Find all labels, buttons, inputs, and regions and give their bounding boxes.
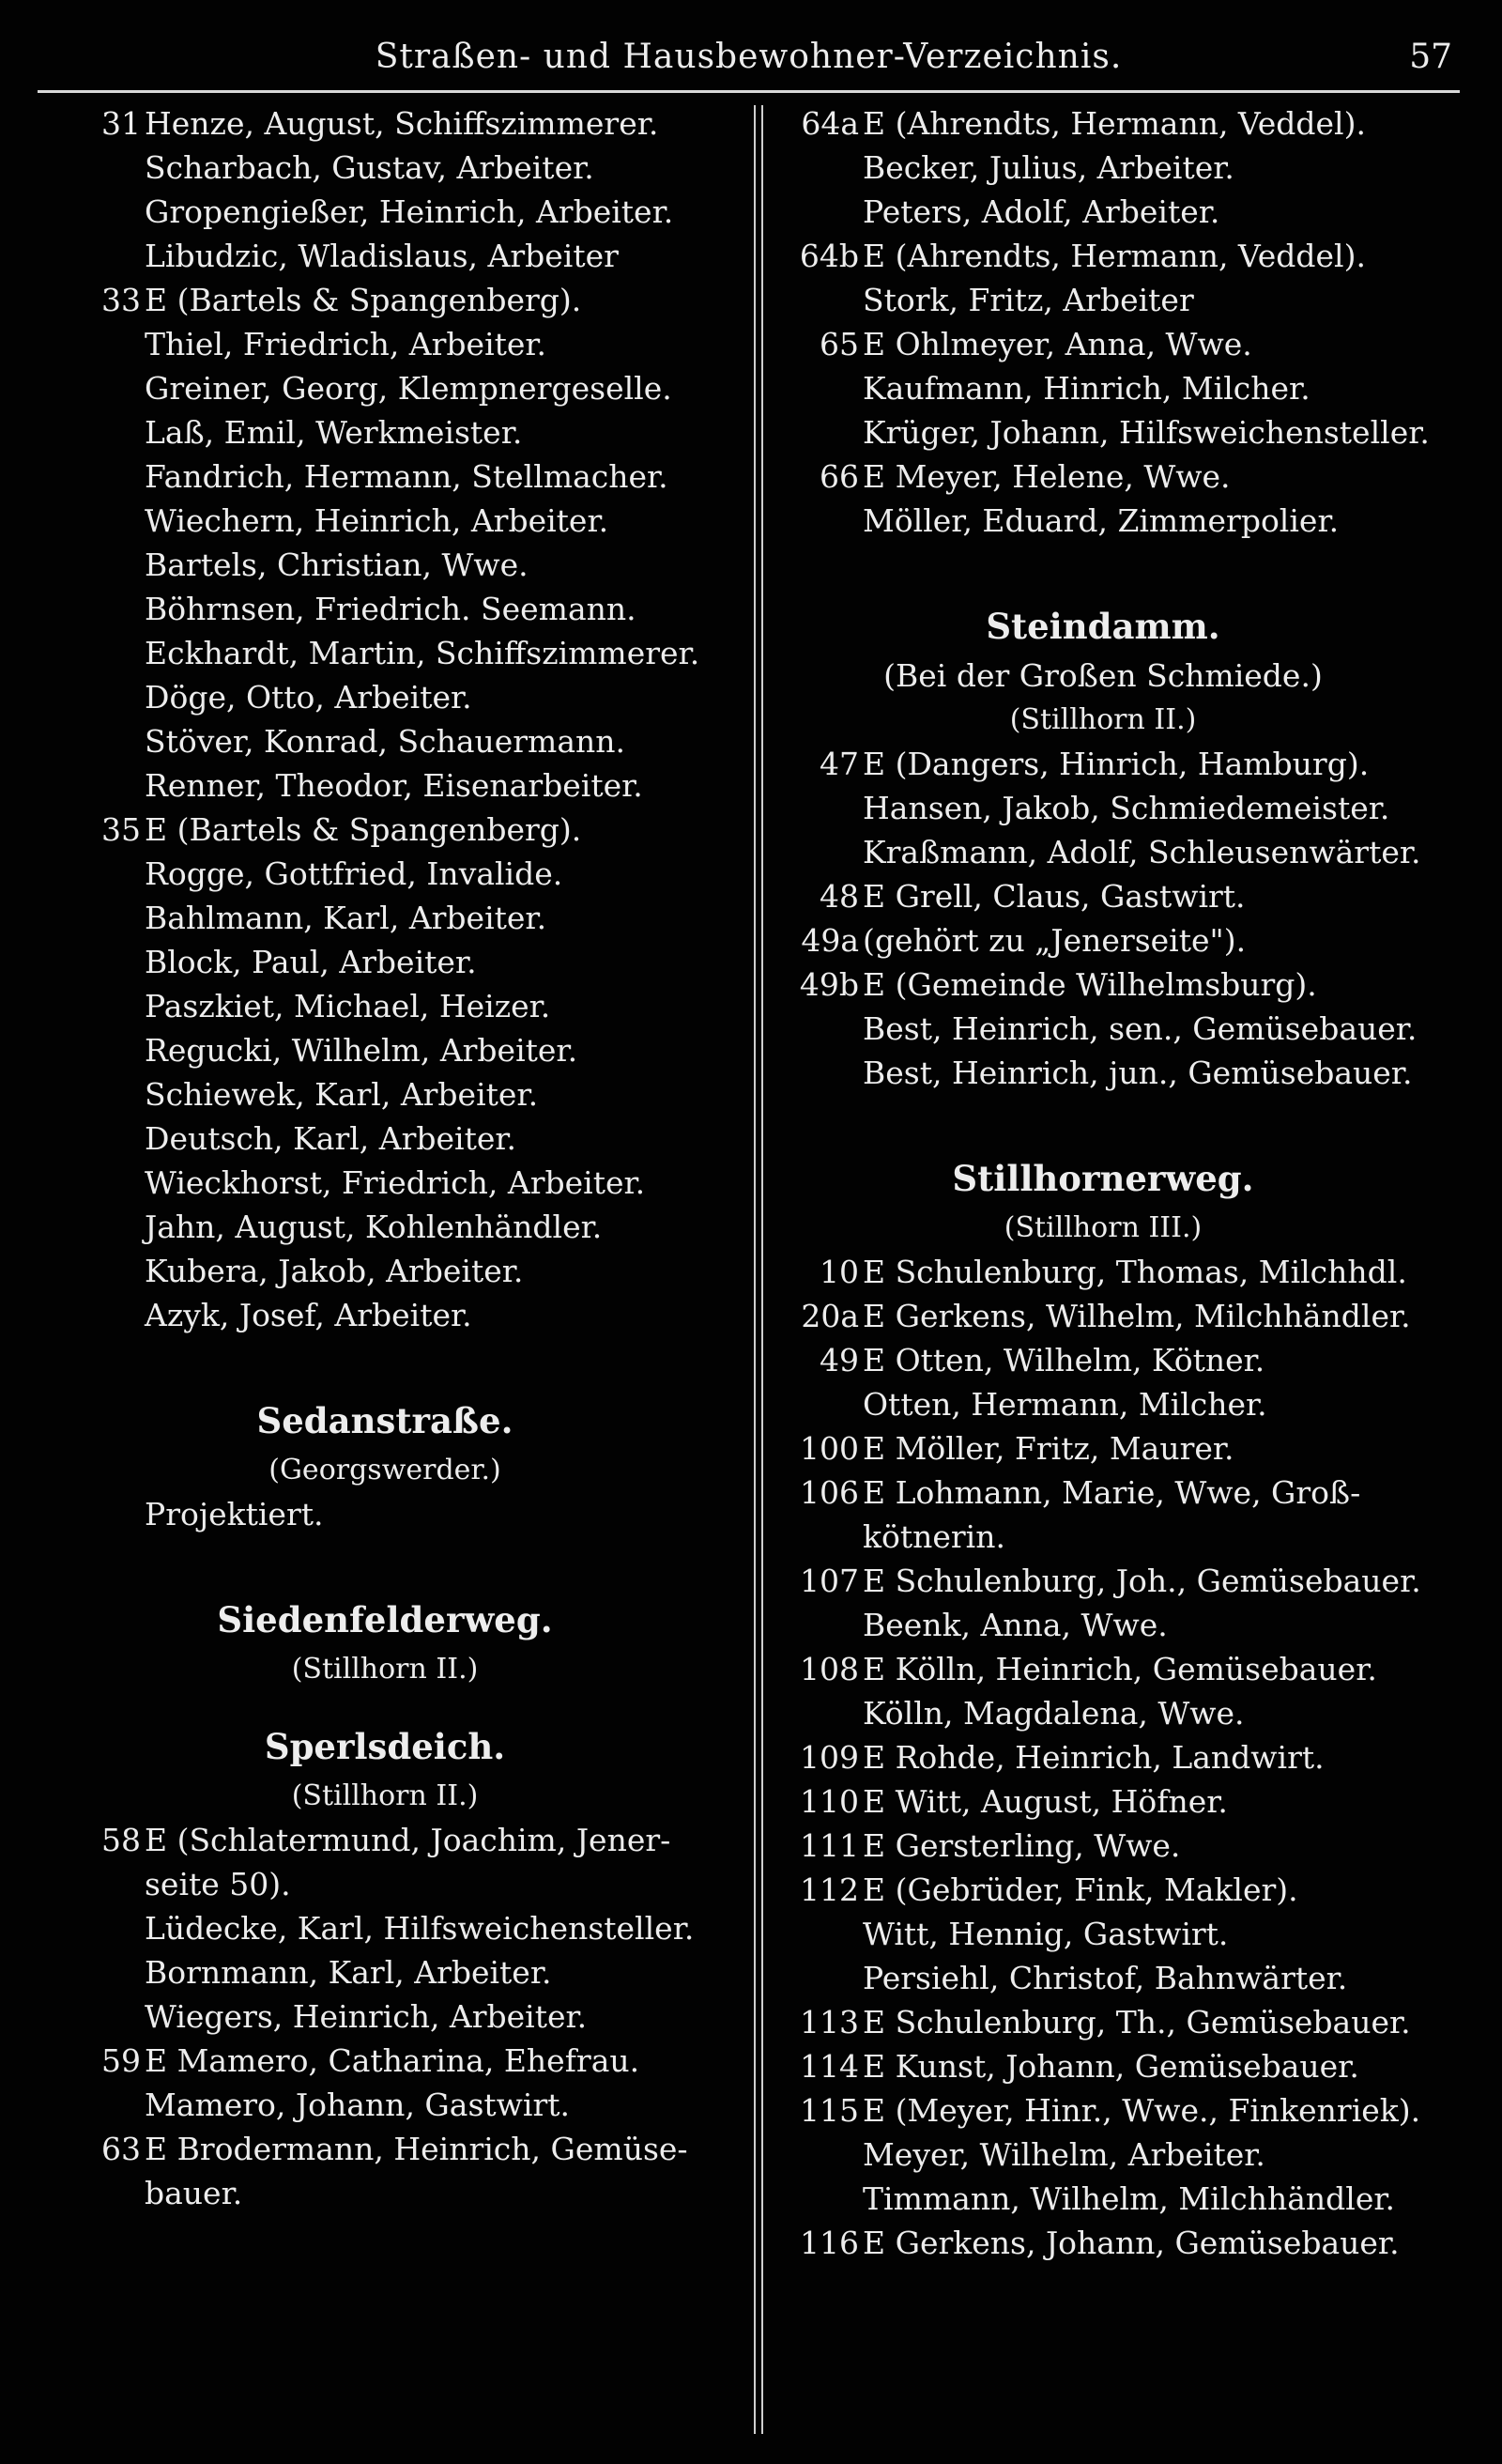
entry-line [765,322,1441,366]
house-number: 106 [800,1474,859,1511]
resident-text: E Kunst, Johann, Gemüsebauer. [863,2048,1359,2085]
resident-text: Lüdecke, Karl, Hilfsweichensteller. [145,1910,695,1947]
house-number: 66 [820,458,859,495]
entry-line [47,896,723,940]
entry-line [47,675,723,719]
entry-line [47,852,723,896]
resident-text: E (Dangers, Hinrich, Hamburg). [863,746,1370,782]
section-spacer [47,1337,723,1394]
entry-line [47,146,723,190]
entry-line [765,1426,1441,1471]
house-number: 31 [101,105,141,142]
entry-line [47,366,723,410]
house-number: 33 [101,282,141,318]
house-number: 49 [820,1342,859,1378]
resident-text: Eckhardt, Martin, Schiffszimmerer. [145,635,700,671]
resident-text: E (Meyer, Hinr., Wwe., Finkenriek). [863,2092,1421,2129]
entry-line [765,1824,1441,1868]
entry-line [47,190,723,234]
entry-line [47,1205,723,1249]
resident-text: E Ohlmeyer, Anna, Wwe. [863,326,1252,362]
resident-text: E Kölln, Heinrich, Gemüsebauer. [863,1651,1377,1687]
house-number: 59 [101,2042,141,2079]
resident-text: Thiel, Friedrich, Arbeiter. [145,326,547,362]
section-spacer [47,1536,723,1593]
house-number: 47 [820,746,859,782]
entry-line [47,278,723,322]
resident-text: Laß, Emil, Werkmeister. [145,414,523,451]
house-number: 109 [800,1739,859,1776]
entry-line [765,1647,1441,1691]
resident-text: E Gerkens, Johann, Gemüsebauer. [863,2225,1400,2261]
house-number: 64b [799,238,859,274]
resident-text: Persiehl, Christof, Bahnwärter. [863,1960,1348,1996]
entry-line [47,410,723,454]
entry-line [47,808,723,852]
entry-line [765,101,1441,146]
entry-line [765,234,1441,278]
resident-text: E (Schlatermund, Joachim, Jener- [145,1822,671,1858]
entry-line [47,499,723,543]
resident-text: Otten, Hermann, Milcher. [863,1386,1267,1423]
entry-line [47,454,723,499]
entry-line [765,499,1441,543]
resident-text: Wiechern, Heinrich, Arbeiter. [145,502,609,539]
entry-line [765,1603,1441,1647]
entry-line [765,2000,1441,2044]
house-number: 20a [801,1298,859,1334]
entry-line [47,1249,723,1293]
district-label: (Georgswerder.) [268,1454,501,1486]
entry-line [47,940,723,984]
district-label: (Stillhorn II.) [291,1779,479,1812]
entry-line [765,1294,1441,1338]
entry-line [47,1116,723,1161]
resident-text: E (Ahrendts, Hermann, Veddel). [863,238,1366,274]
entry-line [765,190,1441,234]
resident-text: Henze, August, Schiffszimmerer. [145,105,659,142]
resident-text: Azyk, Josef, Arbeiter. [145,1297,472,1333]
entry-line [47,719,723,763]
house-number: 108 [800,1651,859,1687]
resident-text: Peters, Adolf, Arbeiter. [863,193,1220,230]
entry-line [47,2083,723,2127]
resident-text: E Möller, Fritz, Maurer. [863,1430,1234,1467]
resident-text: Best, Heinrich, sen., Gemüsebauer. [863,1010,1418,1047]
entry-line [47,631,723,675]
resident-text: E Witt, August, Höfner. [863,1783,1228,1820]
resident-text: E Grell, Claus, Gastwirt. [863,878,1246,915]
resident-text: Paszkiet, Michael, Heizer. [145,988,551,1024]
house-number: 110 [800,1783,859,1820]
entry-line [765,2221,1441,2265]
resident-text: Fandrich, Hermann, Stellmacher. [145,458,668,495]
resident-text: E Rohde, Heinrich, Landwirt. [863,1739,1325,1776]
entry-line [765,1382,1441,1426]
street-note: Projektiert. [145,1496,324,1532]
entry-line [765,1471,1441,1515]
resident-text: E (Bartels & Spangenberg). [145,811,582,848]
entry-line [47,1818,723,1862]
entry-line [765,2044,1441,2088]
resident-text: E Gerkens, Wilhelm, Milchhändler. [863,1298,1411,1334]
resident-text: Regucki, Wilhelm, Arbeiter. [145,1032,578,1069]
resident-text: E Mamero, Catharina, Ehefrau. [145,2042,640,2079]
column-divider [754,105,756,2434]
entry-line [765,1735,1441,1779]
resident-text: E Meyer, Helene, Wwe. [863,458,1231,495]
street-heading-sperlsdeich: Sperlsdeich. [264,1726,506,1767]
resident-text: Mamero, Johann, Gastwirt. [145,2087,570,2123]
street-heading-sedanstrasse: Sedanstraße. [256,1400,513,1441]
entry-line [765,1007,1441,1051]
resident-text: E Schulenburg, Thomas, Milchhdl. [863,1254,1407,1290]
entry-line [47,587,723,631]
resident-text: Möller, Eduard, Zimmerpolier. [863,502,1340,539]
resident-text: E Lohmann, Marie, Wwe, Groß- [863,1474,1361,1511]
district-label: (Stillhorn II.) [1009,703,1197,736]
resident-text: Timmann, Wilhelm, Milchhändler. [863,2180,1396,2217]
resident-text: Schiewek, Karl, Arbeiter. [145,1076,539,1113]
entry-line [47,1293,723,1337]
house-number: 65 [820,326,859,362]
resident-text: Bahlmann, Karl, Arbeiter. [145,900,547,936]
resident-text: E (Gebrüder, Fink, Makler). [863,1871,1298,1908]
page-header [38,30,1460,93]
resident-text-continued: bauer. [145,2175,243,2211]
resident-text: Kölln, Magdalena, Wwe. [863,1695,1245,1732]
resident-text: Kubera, Jakob, Arbeiter. [145,1253,524,1289]
resident-text-continued: kötnerin. [863,1518,1005,1555]
house-number: 115 [800,2092,859,2129]
resident-text: Jahn, August, Kohlenhändler. [145,1209,603,1245]
resident-text: Rogge, Gottfried, Invalide. [145,855,563,892]
resident-text: Wiegers, Heinrich, Arbeiter. [145,1998,588,2035]
district-label: (Stillhorn II.) [291,1653,479,1686]
resident-text: Block, Paul, Arbeiter. [145,944,477,980]
resident-text: Meyer, Wilhelm, Arbeiter. [863,2136,1265,2173]
house-number: 35 [101,811,141,848]
street-heading-stillhornerweg: Stillhornerweg. [952,1158,1254,1199]
section-spacer [765,543,1441,599]
entry-line [47,1492,723,1536]
entry-line [765,410,1441,454]
resident-text: Döge, Otto, Arbeiter. [145,679,472,716]
house-number: 58 [101,1822,141,1858]
resident-text: Beenk, Anna, Wwe. [863,1607,1168,1643]
resident-text: Witt, Hennig, Gastwirt. [863,1916,1229,1952]
street-heading-steindamm: Steindamm. [986,606,1220,647]
resident-text: Becker, Julius, Arbeiter. [863,149,1234,186]
resident-text: Best, Heinrich, jun., Gemüsebauer. [863,1055,1413,1091]
entry-continuation [765,1515,1441,1559]
entry-line [765,278,1441,322]
resident-text: Stöver, Konrad, Schauermann. [145,723,626,760]
resident-text: Renner, Theodor, Eisenarbeiter. [145,767,643,804]
street-subtitle: (Bei der Großen Schmiede.) [883,657,1323,694]
entry-line [47,1950,723,1994]
resident-text: Gropengießer, Heinrich, Arbeiter. [145,193,674,230]
resident-text: E Otten, Wilhelm, Kötner. [863,1342,1265,1378]
entry-line [47,2127,723,2171]
resident-text: E Schulenburg, Joh., Gemüsebauer. [863,1563,1421,1599]
house-number: 107 [800,1563,859,1599]
entry-line [47,322,723,366]
street-heading-siedenfelderweg: Siedenfelderweg. [217,1599,553,1640]
house-number: 63 [101,2131,141,2167]
entry-line [765,786,1441,830]
left-column [47,101,723,2215]
entry-line [765,1250,1441,1294]
entry-line [765,2088,1441,2133]
entry-line [765,1956,1441,2000]
resident-text: E Schulenburg, Th., Gemüsebauer. [863,2004,1411,2040]
entry-line [47,2039,723,2083]
resident-text: Deutsch, Karl, Arbeiter. [145,1120,517,1157]
resident-text: Libudzic, Wladislaus, Arbeiter [145,238,619,274]
resident-text: E Gersterling, Wwe. [863,1827,1181,1864]
entry-line [765,1868,1441,1912]
resident-text-continued: seite 50). [145,1866,291,1902]
entry-continuation [47,1862,723,1906]
entry-line [47,1161,723,1205]
resident-text: E (Bartels & Spangenberg). [145,282,582,318]
resident-text: Greiner, Georg, Klempnergeselle. [145,370,672,407]
entry-line [47,984,723,1028]
resident-text: Stork, Fritz, Arbeiter [863,282,1194,318]
house-number: 112 [800,1871,859,1908]
house-number: 100 [800,1430,859,1467]
resident-text: Scharbach, Gustav, Arbeiter. [145,149,594,186]
house-number: 113 [800,2004,859,2040]
entry-line [765,830,1441,874]
resident-text: Bartels, Christian, Wwe. [145,547,529,583]
entry-line [765,1779,1441,1824]
entry-line [765,1338,1441,1382]
entry-line [765,454,1441,499]
resident-text: E (Gemeinde Wilhelmsburg). [863,966,1317,1003]
entry-line [765,962,1441,1007]
house-number: 111 [800,1827,859,1864]
house-number: 49b [799,966,859,1003]
entry-line [47,234,723,278]
entry-line [765,366,1441,410]
entry-line [47,1072,723,1116]
district-label: (Stillhorn III.) [1004,1211,1203,1244]
entry-line [47,1994,723,2039]
resident-text: Hansen, Jakob, Schmiedemeister. [863,790,1390,826]
entry-line [765,1912,1441,1956]
entry-line [47,763,723,808]
entry-line [765,874,1441,918]
resident-text: Böhrnsen, Friedrich. Seemann. [145,591,636,627]
resident-text: E (Ahrendts, Hermann, Veddel). [863,105,1366,142]
section-spacer [765,1095,1441,1151]
resident-text: Kraßmann, Adolf, Schleusenwärter. [863,834,1421,870]
resident-text: E Brodermann, Heinrich, Gemüse- [145,2131,688,2167]
entry-list-henze-block [47,101,723,1337]
entry-line [765,1051,1441,1095]
page-number: 57 [1409,38,1452,76]
entry-line [765,1691,1441,1735]
entry-line [765,1559,1441,1603]
entry-line [47,1906,723,1950]
entry-line [765,742,1441,786]
running-title: Straßen- und Hausbewohner-Verzeichnis. [375,38,1123,76]
entry-line [765,146,1441,190]
entry-line [765,918,1441,962]
resident-text: Bornmann, Karl, Arbeiter. [145,1954,552,1991]
resident-text: Krüger, Johann, Hilfsweichensteller. [863,414,1430,451]
house-number: 48 [820,878,859,915]
house-number: 64a [801,105,859,142]
entry-line [47,101,723,146]
resident-text: Kaufmann, Hinrich, Milcher. [863,370,1310,407]
entry-line [765,2133,1441,2177]
house-number: 114 [800,2048,859,2085]
entry-continuation [47,2171,723,2215]
house-number: 116 [800,2225,859,2261]
resident-text: Wieckhorst, Friedrich, Arbeiter. [145,1164,646,1201]
resident-text: (gehört zu „Jenerseite"). [863,922,1247,959]
entry-line [47,1028,723,1072]
entry-line [47,543,723,587]
entry-line [765,2177,1441,2221]
right-column [765,101,1441,2265]
house-number: 49a [801,922,859,959]
house-number: 10 [820,1254,859,1290]
section-spacer [47,1691,723,1719]
column-divider [761,105,763,2434]
